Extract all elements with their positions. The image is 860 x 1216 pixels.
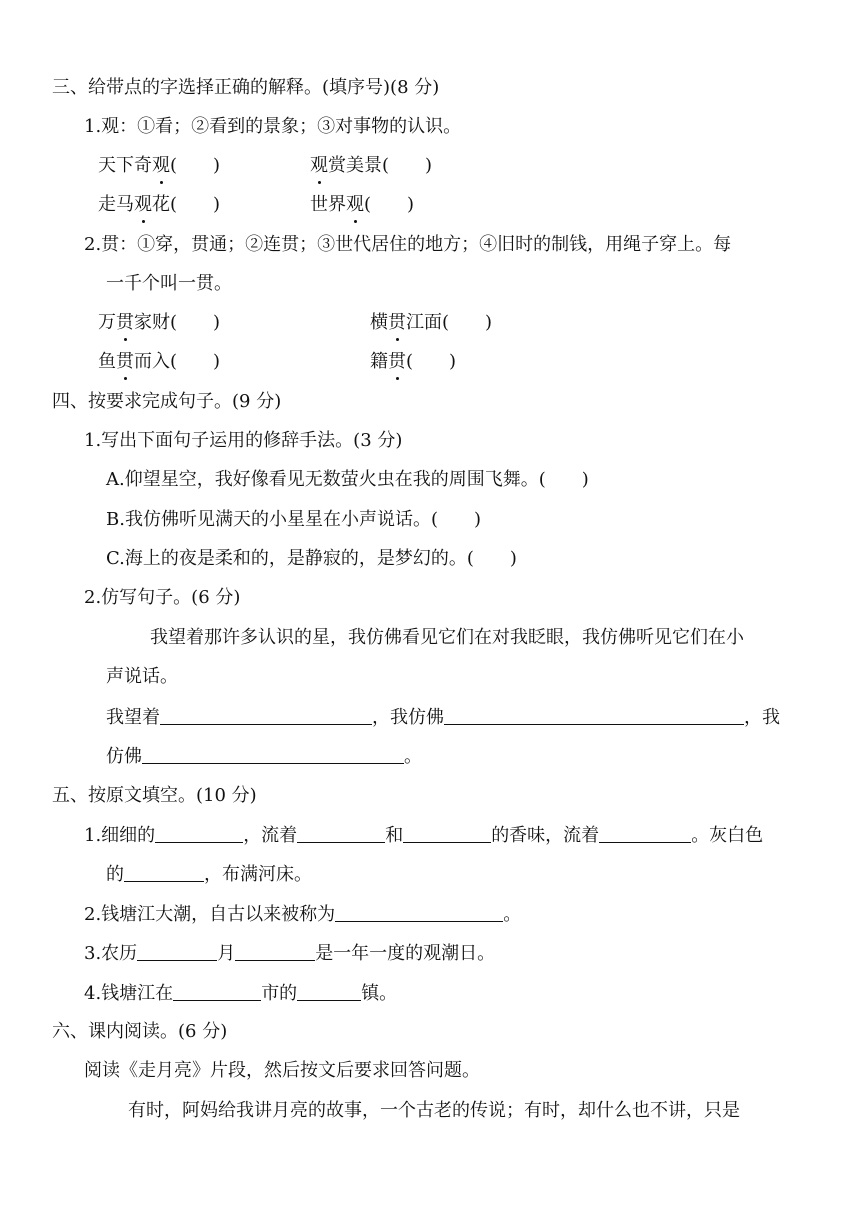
dotted-char: 观 — [310, 153, 328, 179]
dotted-char: 贯 — [116, 349, 134, 375]
q4-1-title: 1.写出下面句子运用的修辞手法。(3 分) — [84, 430, 403, 451]
q5-3: 3.农历 月 是一年一度的观潮日。 — [84, 940, 495, 966]
q4-1-sentence-a: A.仰望星空，我好像看见无数萤火虫在我的周围飞舞。( ) — [106, 469, 589, 490]
dotted-char: 观 — [346, 192, 364, 218]
q4-2-model-line2: 声说话。 — [106, 666, 178, 687]
dotted-char: 观 — [152, 153, 170, 179]
answer-blank[interactable] — [160, 704, 372, 725]
q3-1-item-2: 观赏美景( ) — [310, 153, 432, 179]
answer-blank[interactable] — [124, 861, 204, 882]
dotted-char: 观 — [134, 192, 152, 218]
answer-blank[interactable] — [403, 822, 491, 843]
q3-2-item-4: 籍贯( ) — [370, 349, 456, 375]
dotted-char: 贯 — [388, 349, 406, 375]
q3-2-definition-line1: 2.贯：①穿，贯通；②连贯；③世代居住的地方；④旧时的制钱，用绳子穿上。每 — [84, 234, 732, 255]
dotted-char: 贯 — [116, 310, 134, 336]
answer-blank[interactable] — [599, 822, 691, 843]
answer-blank[interactable] — [142, 743, 404, 764]
q3-1-item-3: 走马观花( ) — [98, 192, 220, 218]
q3-2-item-3: 鱼贯而入( ) — [98, 349, 220, 375]
q5-2: 2.钱塘江大潮，自古以来被称为 。 — [84, 901, 521, 927]
q3-1-definition: 1.观：①看；②看到的景象；③对事物的认识。 — [84, 116, 462, 137]
section-6-title: 六、课内阅读。(6 分) — [52, 1021, 228, 1042]
q3-1-item-4: 世界观( ) — [310, 192, 414, 218]
q4-2-fill-line1: 我望着 ，我仿佛 ，我 — [106, 704, 780, 730]
q5-1-line2: 的 ，布满河床。 — [106, 861, 312, 887]
reading-passage-line1: 有时，阿妈给我讲月亮的故事，一个古老的传说；有时，却什么也不讲，只是 — [128, 1100, 740, 1121]
section-4-title: 四、按要求完成句子。(9 分) — [52, 391, 282, 412]
q3-2-definition-line2: 一千个叫一贯。 — [106, 273, 232, 294]
section-5-title: 五、按原文填空。(10 分) — [52, 785, 257, 806]
answer-blank[interactable] — [155, 822, 243, 843]
q5-1-line1: 1.细细的 ，流着 和 的香味，流着 。灰白色 — [84, 822, 763, 848]
q4-1-sentence-b: B.我仿佛听见满天的小星星在小声说话。( ) — [106, 509, 481, 530]
answer-blank[interactable] — [137, 940, 217, 961]
q4-2-fill-line2: 仿佛 。 — [106, 743, 422, 769]
q4-1-sentence-c: C.海上的夜是柔和的，是静寂的，是梦幻的。( ) — [106, 548, 517, 569]
answer-blank[interactable] — [173, 980, 261, 1001]
q4-2-title: 2.仿写句子。(6 分) — [84, 587, 241, 608]
q3-2-item-2: 横贯江面( ) — [370, 310, 492, 336]
answer-blank[interactable] — [297, 822, 385, 843]
q4-2-model-line1: 我望着那许多认识的星，我仿佛看见它们在对我眨眼，我仿佛听见它们在小 — [150, 627, 744, 648]
section-3-title: 三、给带点的字选择正确的解释。(填序号)(8 分) — [52, 77, 440, 98]
dotted-char: 贯 — [388, 310, 406, 336]
answer-blank[interactable] — [297, 980, 361, 1001]
q3-2-item-1: 万贯家财( ) — [98, 310, 220, 336]
answer-blank[interactable] — [444, 704, 744, 725]
q3-1-item-1: 天下奇观( ) — [98, 153, 220, 179]
q5-4: 4.钱塘江在 市的 镇。 — [84, 980, 397, 1006]
answer-blank[interactable] — [235, 940, 315, 961]
answer-blank[interactable] — [335, 901, 503, 922]
reading-intro: 阅读《走月亮》片段，然后按文后要求回答问题。 — [84, 1060, 480, 1081]
